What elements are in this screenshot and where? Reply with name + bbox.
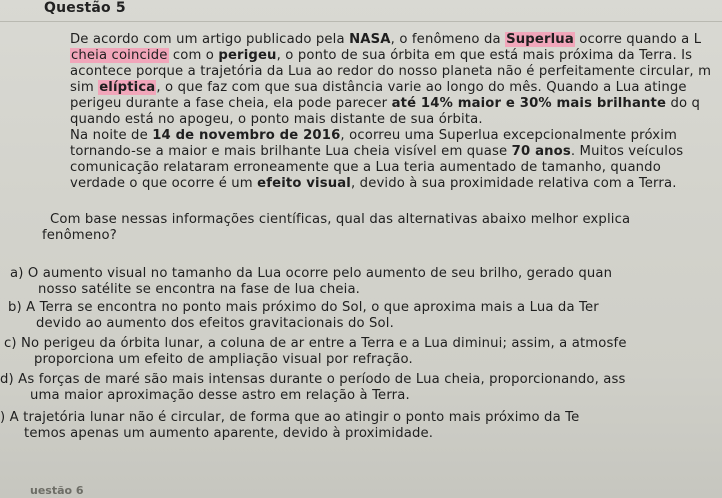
superlua-highlight: Superlua (506, 32, 574, 47)
eliptica-highlight: elíptica (99, 80, 156, 95)
paragraph-line-3: acontece porque a trajetória da Lua ao redor do nosso planeta não é perfeitamente circular, m (70, 64, 712, 79)
option-e-cont: temos apenas um aumento aparente, devido à proximidade. (24, 426, 434, 441)
paragraph-line-6: quando está no apogeu, o ponto mais distante de sua órbita. (70, 112, 483, 127)
paragraph-line-8: tornando-se a maior e mais brilhante Lua cheia visível em quase 70 anos. Muitos veículos (70, 144, 684, 159)
years-text: 70 anos (511, 144, 571, 159)
cheia-highlight: cheia coincide (71, 48, 168, 63)
option-b[interactable]: b) A Terra se encontra no ponto mais próximo do Sol, o que aproxima mais a Lua da Ter (8, 300, 599, 315)
option-c[interactable]: c) No perigeu da órbita lunar, a coluna de ar entre a Terra e a Lua diminui; assim, a atmosfe (4, 336, 627, 351)
prompt-line-2: fenômeno? (42, 228, 117, 243)
option-d-cont: uma maior aproximação desse astro em relação à Terra. (30, 388, 410, 403)
prompt-line-1: Com base nessas informações científicas, qual das alternativas abaixo melhor explica (50, 212, 631, 227)
next-question-hint: uestão 6 (30, 484, 84, 497)
option-a[interactable]: a) O aumento visual no tamanho da Lua ocorre pelo aumento de seu brilho, gerado quan (10, 266, 613, 281)
date-text: 14 de novembro de 2016 (152, 128, 341, 143)
paragraph-line-5: perigeu durante a fase cheia, ela pode parecer até 14% maior e 30% mais brilhante do q (70, 96, 701, 111)
paragraph-line-9: comunicação relataram erroneamente que a Lua teria aumentado de tamanho, quando (70, 160, 661, 175)
option-e[interactable]: ) A trajetória lunar não é circular, de forma que ao atingir o ponto mais próximo da Te (0, 410, 580, 425)
option-d[interactable]: d) As forças de maré são mais intensas durante o período de Lua cheia, proporcionando, ass (0, 372, 626, 387)
option-a-cont: nosso satélite se encontra na fase de lua cheia. (38, 282, 361, 297)
question-title: Questão 5 (44, 0, 126, 16)
perigeu-text: perigeu (218, 48, 277, 63)
paragraph-line-7: Na noite de 14 de novembro de 2016, ocorreu uma Superlua excepcionalmente próxim (70, 128, 678, 143)
paragraph-line-10: verdade o que ocorre é um efeito visual, devido à sua proximidade relativa com a Terra. (70, 176, 677, 191)
percent-text: até 14% maior e 30% mais brilhante (391, 96, 667, 111)
paragraph-line-2: cheia coincide com o perigeu, o ponto de sua órbita em que está mais próxima da Terra. Is (71, 48, 693, 63)
efeito-visual-text: efeito visual (257, 176, 351, 191)
option-b-cont: devido ao aumento dos efeitos gravitacionais do Sol. (36, 316, 394, 331)
paragraph-line-4: sim elíptica, o que faz com que sua distância varie ao longo do mês. Quando a Lua atinge (70, 80, 687, 95)
nasa-text: NASA (349, 32, 391, 47)
top-divider (0, 21, 722, 22)
paragraph-line-1: De acordo com um artigo publicado pela NASA, o fenômeno da Superlua ocorre quando a L (70, 32, 702, 47)
option-c-cont: proporciona um efeito de ampliação visual por refração. (34, 352, 413, 367)
